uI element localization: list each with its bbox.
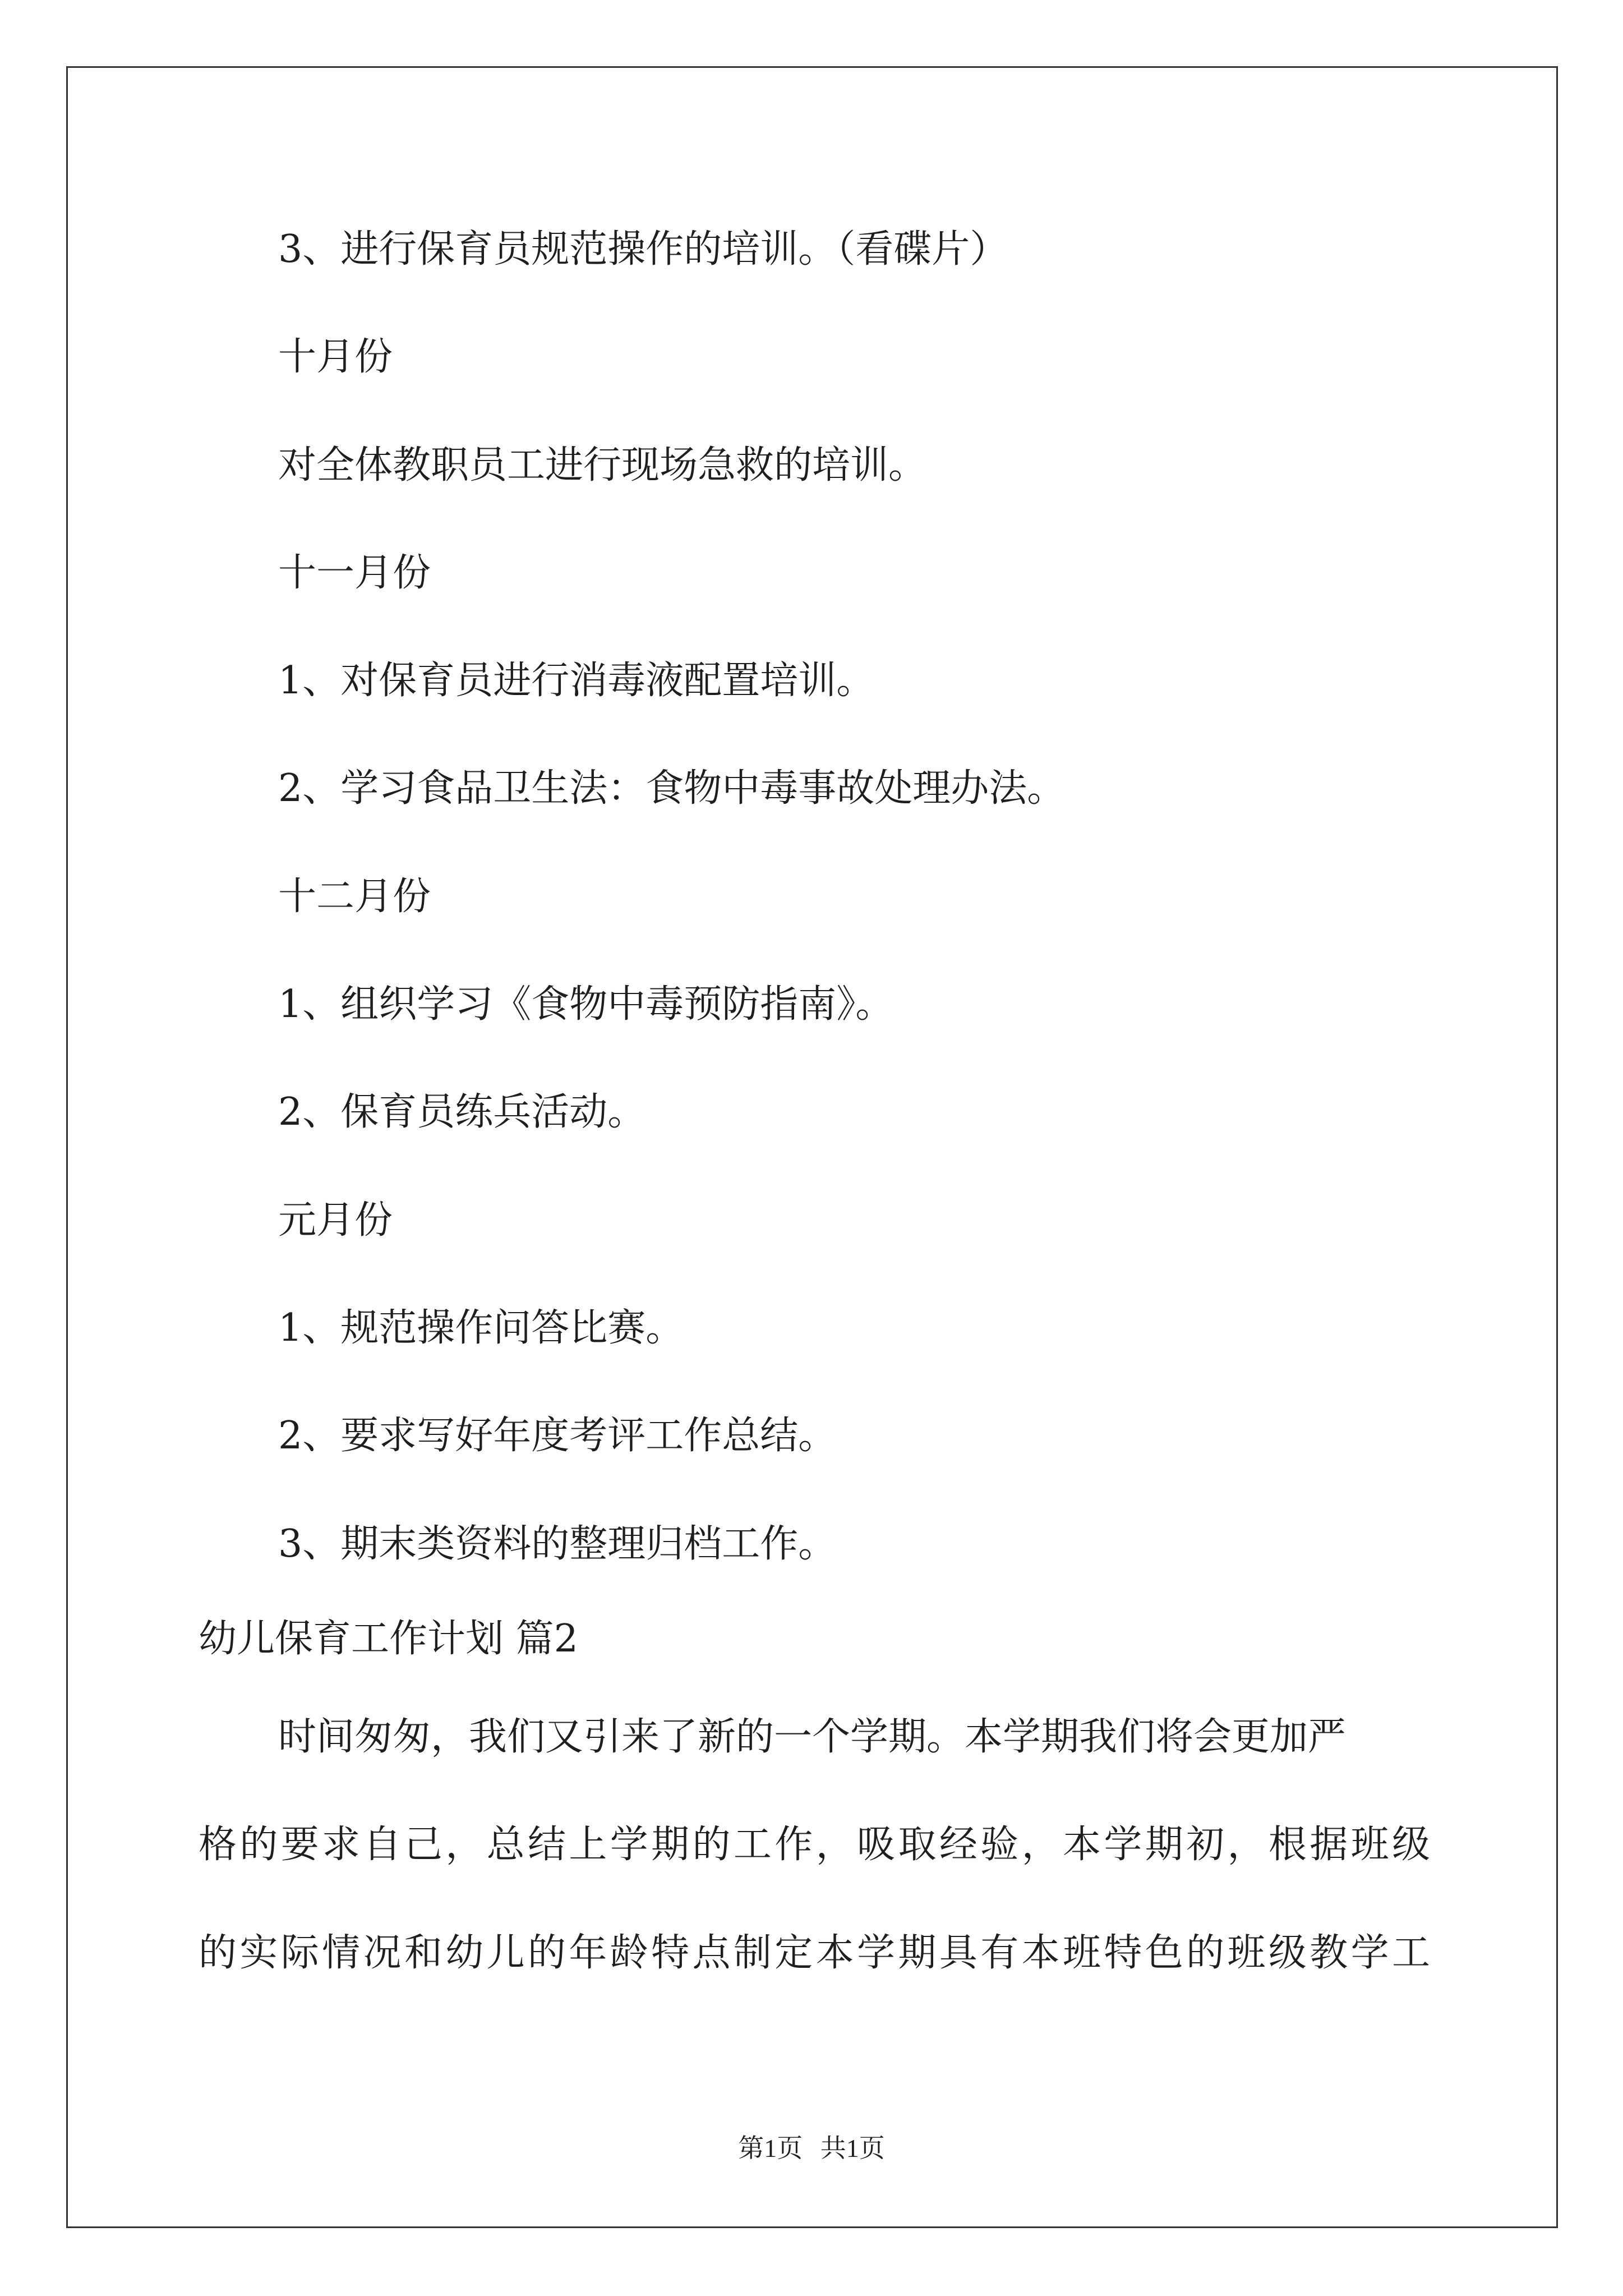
item-line: 1、规范操作问答比赛。	[278, 1306, 684, 1350]
page-border	[66, 66, 1558, 2228]
paragraph-line: 格的要求自己，总结上学期的工作，吸取经验，本学期初，根据班级	[199, 1823, 1430, 1867]
month-heading: 十月份	[278, 335, 393, 379]
paragraph-line: 时间匆匆，我们又引来了新的一个学期。本学期我们将会更加严	[278, 1715, 1347, 1759]
item-line: 1、对保育员进行消毒液配置培训。	[278, 659, 875, 703]
item-line: 对全体教职员工进行现场急救的培训。	[278, 443, 927, 487]
month-heading: 十一月份	[278, 551, 431, 595]
paragraph-line: 的实际情况和幼儿的年龄特点制定本学期具有本班特色的班级教学工	[199, 1931, 1430, 1975]
item-line: 1、组织学习《食物中毒预防指南》。	[278, 982, 894, 1027]
item-line: 3、进行保育员规范操作的培训。（看碟片）	[278, 227, 1008, 272]
item-line: 2、要求写好年度考评工作总结。	[278, 1414, 837, 1458]
item-line: 3、期末类资料的整理归档工作。	[278, 1522, 837, 1566]
month-heading: 十二月份	[278, 875, 431, 919]
month-heading: 元月份	[278, 1198, 393, 1243]
section-heading: 幼儿保育工作计划 篇2	[199, 1617, 578, 1661]
page-footer: 第1页 共1页	[738, 2134, 885, 2162]
item-line: 2、学习食品卫生法：食物中毒事故处理办法。	[278, 766, 1066, 811]
item-line: 2、保育员练兵活动。	[278, 1090, 646, 1134]
